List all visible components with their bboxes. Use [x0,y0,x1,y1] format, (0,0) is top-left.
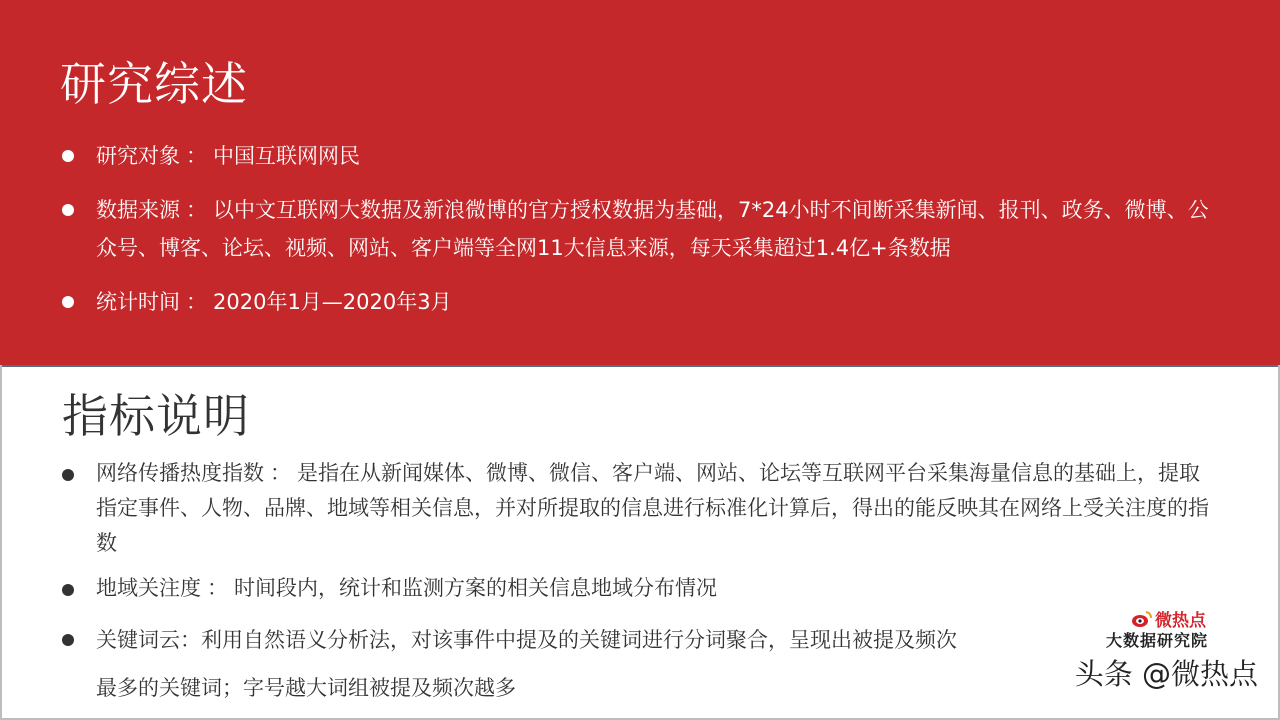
indicator-item-heat-index [60,456,1210,561]
overview-title: 研究综述 [60,57,248,111]
bullet-dot-icon [62,204,74,216]
indicator-item-region [60,571,1210,606]
left-border [0,365,2,720]
item-label: 研究对象 [96,144,180,168]
item-separator: ： [207,576,228,600]
item-label: 关键词云 [96,628,180,652]
bullet-dot-icon [62,634,74,646]
bullet-dot-icon [62,296,74,308]
bullet-dot-icon [62,469,74,481]
item-separator: ： [180,628,201,652]
item-text: 2020年1月—2020年3月 [213,290,452,314]
watermark-logo-text: 微热点 [1155,611,1206,631]
section-divider [0,365,1280,367]
weibo-eye-icon [1131,610,1153,628]
watermark-main: 头条 @微热点 [1074,657,1258,691]
item-text: 利用自然语义分析法，对该事件中提及的关键词进行分词聚合，呈现出被提及频次 [201,628,957,652]
item-separator: ： [186,144,207,168]
item-label: 地域关注度 [96,576,201,600]
item-text: 时间段内，统计和监测方案的相关信息地域分布情况 [234,576,717,600]
overview-item-subject [60,137,1220,175]
item-separator: ： [270,461,291,485]
item-label: 数据来源 [96,198,180,222]
overview-item-period [60,283,1220,321]
bullet-dot-icon [62,584,74,596]
item-text: 是指在从新闻媒体、微博、微信、客户端、网站、论坛等互联网平台采集海量信息的基础上，提取指定事件、人物、品牌、地域等相关信息，并对所提取的信息进行标准化计算后，得出的能反映其在网络上受关注度的指数 [96,461,1209,555]
item-separator: ： [186,198,207,222]
item-text: 以中文互联网大数据及新浪微博的官方授权数据为基础，7*24小时不间断采集新闻、报刊、政务、微博、公众号、博客、论坛、视频、网站、客户端等全网11大信息来源，每天采集超过1.4亿+条数据 [96,198,1209,260]
item-text-line2: 最多的关键词；字号越大词组被提及频次越多 [96,676,516,700]
item-text: 中国互联网网民 [213,144,360,168]
bullet-dot-icon [62,150,74,162]
indicators-title: 指标说明 [62,389,250,443]
watermark [1028,606,1258,706]
item-label: 网络传播热度指数 [96,461,264,485]
overview-list [60,137,1220,337]
overview-item-source [60,191,1220,267]
item-label: 统计时间 [96,290,180,314]
item-separator: ： [186,290,207,314]
watermark-subtitle: 大数据研究院 [1105,631,1208,650]
